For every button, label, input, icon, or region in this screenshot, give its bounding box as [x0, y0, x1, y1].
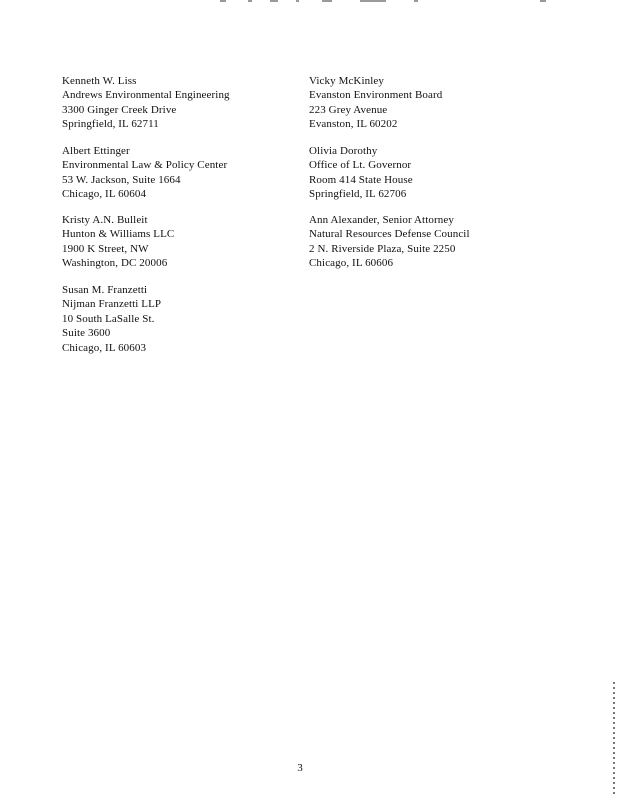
- address-line: Kristy A.N. Bulleit: [62, 214, 148, 226]
- address-block-dorothy: [309, 144, 413, 202]
- address-line: Andrews Environmental Engineering: [62, 89, 230, 102]
- address-line: 3300 Ginger Creek Drive: [62, 103, 177, 116]
- address-line: Albert Ettinger: [62, 145, 130, 157]
- address-line: Chicago, IL 60606: [309, 257, 394, 270]
- address-line: Suite 3600: [62, 327, 111, 340]
- address-line: 10 South LaSalle St.: [62, 312, 155, 325]
- address-line: Olivia Dorothy: [309, 145, 378, 157]
- address-line: Kenneth W. Liss: [62, 75, 137, 87]
- address-line: Natural Resources Defense Council: [309, 228, 470, 241]
- address-block-mckinley: [309, 74, 442, 132]
- address-line: Washington, DC 20006: [62, 257, 168, 270]
- address-line: Springfield, IL 62711: [62, 118, 159, 131]
- address-line: Chicago, IL 60604: [62, 188, 147, 201]
- address-line: Nijman Franzetti LLP: [62, 298, 162, 311]
- address-line: 1900 K Street, NW: [62, 242, 149, 255]
- address-line: 223 Grey Avenue: [309, 103, 388, 116]
- address-block-bulleit: [62, 213, 174, 271]
- address-line: 2 N. Riverside Plaza, Suite 2250: [309, 242, 456, 255]
- address-line: Evanston Environment Board: [309, 89, 443, 102]
- address-line: Room 414 State House: [309, 173, 413, 186]
- address-line: Vicky McKinley: [309, 75, 384, 87]
- address-line: Springfield, IL 62706: [309, 188, 407, 201]
- address-block-franzetti: [62, 283, 161, 355]
- address-line: Hunton & Williams LLC: [62, 228, 175, 241]
- address-line: Susan M. Franzetti: [62, 284, 148, 296]
- scan-header-marks: [200, 0, 560, 4]
- address-line: Ann Alexander, Senior Attorney: [309, 214, 454, 226]
- address-line: 53 W. Jackson, Suite 1664: [62, 173, 181, 186]
- address-line: Evanston, IL 60202: [309, 118, 398, 131]
- address-block-liss: [62, 74, 230, 132]
- address-block-ettinger: [62, 144, 227, 202]
- scan-edge-marks: [613, 682, 615, 794]
- address-block-alexander: [309, 213, 470, 271]
- address-line: Chicago, IL 60603: [62, 341, 147, 354]
- page-number: 3: [297, 762, 303, 774]
- address-line: Environmental Law & Policy Center: [62, 159, 228, 172]
- address-line: Office of Lt. Governor: [309, 159, 412, 172]
